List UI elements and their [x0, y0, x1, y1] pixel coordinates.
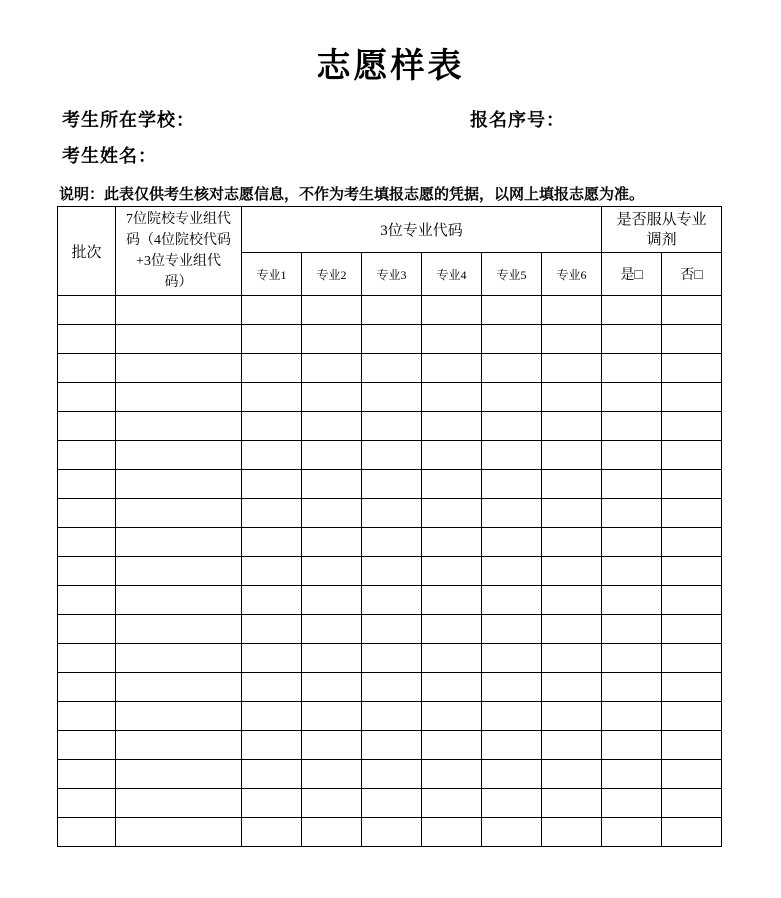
- table-cell: [422, 499, 482, 528]
- table-cell: [602, 644, 662, 673]
- table-cell: [302, 818, 362, 847]
- table-cell: [116, 731, 242, 760]
- table-cell: [302, 296, 362, 325]
- table-cell: [242, 673, 302, 702]
- table-row: [58, 760, 722, 789]
- table-cell: [662, 644, 722, 673]
- table-cell: [662, 528, 722, 557]
- table-cell: [482, 499, 542, 528]
- table-cell: [602, 325, 662, 354]
- table-cell: [422, 470, 482, 499]
- table-cell: [302, 412, 362, 441]
- table-cell: [58, 499, 116, 528]
- table-cell: [362, 528, 422, 557]
- table-cell: [116, 760, 242, 789]
- table-cell: [116, 296, 242, 325]
- table-cell: [662, 499, 722, 528]
- table-cell: [482, 412, 542, 441]
- table-cell: [116, 325, 242, 354]
- table-cell: [422, 586, 482, 615]
- table-cell: [116, 615, 242, 644]
- table-cell: [482, 383, 542, 412]
- table-row: [58, 354, 722, 383]
- table-cell: [542, 325, 602, 354]
- table-row: [58, 644, 722, 673]
- table-cell: [302, 499, 362, 528]
- table-cell: [662, 673, 722, 702]
- header-adjust-no: 否□: [662, 253, 722, 296]
- table-cell: [58, 818, 116, 847]
- table-cell: [58, 412, 116, 441]
- table-cell: [662, 818, 722, 847]
- table-cell: [116, 702, 242, 731]
- table-cell: [662, 296, 722, 325]
- table-row: [58, 441, 722, 470]
- table-cell: [58, 673, 116, 702]
- table-cell: [242, 731, 302, 760]
- table-cell: [362, 615, 422, 644]
- table-row: [58, 673, 722, 702]
- table-cell: [542, 702, 602, 731]
- table-cell: [362, 673, 422, 702]
- table-cell: [302, 470, 362, 499]
- table-cell: [542, 789, 602, 818]
- table-cell: [602, 528, 662, 557]
- table-cell: [542, 412, 602, 441]
- table-cell: [116, 789, 242, 818]
- table-cell: [116, 470, 242, 499]
- table-cell: [422, 325, 482, 354]
- table-cell: [362, 296, 422, 325]
- table-cell: [302, 383, 362, 412]
- header-major-code: 3位专业代码: [242, 207, 602, 253]
- table-cell: [422, 383, 482, 412]
- table-cell: [422, 731, 482, 760]
- table-cell: [662, 789, 722, 818]
- table-cell: [422, 296, 482, 325]
- table-cell: [302, 441, 362, 470]
- table-cell: [662, 615, 722, 644]
- table-cell: [362, 557, 422, 586]
- table-cell: [302, 731, 362, 760]
- table-cell: [362, 325, 422, 354]
- table-cell: [662, 702, 722, 731]
- table-cell: [662, 354, 722, 383]
- table-cell: [662, 586, 722, 615]
- table-cell: [482, 441, 542, 470]
- table-cell: [58, 702, 116, 731]
- table-cell: [242, 528, 302, 557]
- table-cell: [542, 760, 602, 789]
- table-cell: [302, 702, 362, 731]
- table-row: [58, 499, 722, 528]
- table-cell: [58, 615, 116, 644]
- table-cell: [602, 818, 662, 847]
- table-row: [58, 702, 722, 731]
- page-title: 志愿样表: [316, 48, 465, 85]
- header-row-1: [58, 207, 722, 253]
- table-cell: [542, 441, 602, 470]
- table-row: [58, 383, 722, 412]
- table-cell: [116, 441, 242, 470]
- table-cell: [242, 412, 302, 441]
- table-cell: [362, 702, 422, 731]
- table-cell: [116, 644, 242, 673]
- table-cell: [362, 412, 422, 441]
- table-cell: [542, 296, 602, 325]
- registration-number-label: 报名序号：: [470, 110, 565, 130]
- table-cell: [482, 702, 542, 731]
- table-cell: [58, 586, 116, 615]
- table-cell: [116, 354, 242, 383]
- table-cell: [58, 441, 116, 470]
- table-cell: [302, 586, 362, 615]
- table-cell: [242, 296, 302, 325]
- table-cell: [302, 789, 362, 818]
- note-text: 说明：此表仅供考生核对志愿信息，不作为考生填报志愿的凭据，以网上填报志愿为准。: [59, 187, 645, 203]
- table-cell: [58, 296, 116, 325]
- table-cell: [116, 818, 242, 847]
- table-cell: [602, 354, 662, 383]
- table-cell: [662, 557, 722, 586]
- table-row: [58, 615, 722, 644]
- table-cell: [482, 470, 542, 499]
- table-row: [58, 789, 722, 818]
- table-cell: [58, 354, 116, 383]
- header-adjust-yes: 是□: [602, 253, 662, 296]
- table-cell: [482, 644, 542, 673]
- table-cell: [482, 354, 542, 383]
- header-major-2: 专业2: [302, 253, 362, 296]
- table-cell: [542, 644, 602, 673]
- table-row: [58, 470, 722, 499]
- table-cell: [362, 789, 422, 818]
- table-cell: [542, 586, 602, 615]
- table-cell: [58, 789, 116, 818]
- table-cell: [242, 644, 302, 673]
- table-cell: [422, 557, 482, 586]
- table-cell: [482, 818, 542, 847]
- table-cell: [662, 731, 722, 760]
- table-cell: [242, 470, 302, 499]
- table-cell: [482, 615, 542, 644]
- table-cell: [242, 789, 302, 818]
- table-cell: [302, 760, 362, 789]
- school-label: 考生所在学校：: [62, 110, 195, 130]
- table-cell: [302, 325, 362, 354]
- table-row: [58, 528, 722, 557]
- table-cell: [362, 818, 422, 847]
- table-cell: [422, 528, 482, 557]
- table-cell: [362, 760, 422, 789]
- table-row: [58, 818, 722, 847]
- table-cell: [542, 557, 602, 586]
- table-cell: [422, 412, 482, 441]
- table-cell: [302, 557, 362, 586]
- table-cell: [602, 673, 662, 702]
- table-cell: [302, 673, 362, 702]
- table-cell: [362, 354, 422, 383]
- volunteer-table: [57, 206, 722, 847]
- table-cell: [662, 760, 722, 789]
- table-cell: [242, 499, 302, 528]
- table-cell: [116, 499, 242, 528]
- table-cell: [116, 412, 242, 441]
- table-cell: [58, 644, 116, 673]
- table-cell: [58, 528, 116, 557]
- table-cell: [422, 818, 482, 847]
- table-cell: [362, 586, 422, 615]
- table-cell: [602, 615, 662, 644]
- table-cell: [58, 470, 116, 499]
- table-body: [58, 296, 722, 847]
- table-cell: [542, 528, 602, 557]
- table-cell: [422, 354, 482, 383]
- table-cell: [662, 383, 722, 412]
- candidate-name-label: 考生姓名：: [62, 146, 157, 166]
- table-cell: [242, 818, 302, 847]
- table-cell: [662, 325, 722, 354]
- table-cell: [242, 557, 302, 586]
- table-cell: [542, 354, 602, 383]
- table-cell: [602, 586, 662, 615]
- table-cell: [362, 383, 422, 412]
- table-cell: [58, 731, 116, 760]
- table-cell: [482, 325, 542, 354]
- table-cell: [242, 383, 302, 412]
- table-cell: [422, 615, 482, 644]
- table-cell: [116, 557, 242, 586]
- table-cell: [302, 354, 362, 383]
- table-cell: [242, 702, 302, 731]
- table-cell: [602, 760, 662, 789]
- table-row: [58, 557, 722, 586]
- table-cell: [482, 557, 542, 586]
- header-major-4: 专业4: [422, 253, 482, 296]
- table-cell: [602, 731, 662, 760]
- table-cell: [602, 296, 662, 325]
- table-cell: [422, 702, 482, 731]
- table-cell: [422, 789, 482, 818]
- table-cell: [542, 383, 602, 412]
- table-cell: [602, 441, 662, 470]
- table-cell: [482, 673, 542, 702]
- table-cell: [662, 412, 722, 441]
- table-cell: [542, 673, 602, 702]
- table-cell: [542, 499, 602, 528]
- table-cell: [302, 615, 362, 644]
- table-row: [58, 731, 722, 760]
- table-cell: [116, 673, 242, 702]
- table-cell: [482, 789, 542, 818]
- table-cell: [602, 499, 662, 528]
- table-cell: [422, 760, 482, 789]
- table-cell: [302, 528, 362, 557]
- table-cell: [602, 557, 662, 586]
- table-cell: [422, 441, 482, 470]
- table-cell: [362, 644, 422, 673]
- table-cell: [242, 760, 302, 789]
- table-row: [58, 586, 722, 615]
- table-cell: [58, 557, 116, 586]
- table-cell: [542, 731, 602, 760]
- table-row: [58, 325, 722, 354]
- table-cell: [602, 789, 662, 818]
- header-major-6: 专业6: [542, 253, 602, 296]
- table-cell: [362, 499, 422, 528]
- table-cell: [116, 586, 242, 615]
- table-cell: [242, 441, 302, 470]
- table-cell: [482, 296, 542, 325]
- table-cell: [58, 325, 116, 354]
- table-header: [58, 207, 722, 296]
- header-adjustment: 是否服从专业调剂: [602, 207, 722, 253]
- table-cell: [542, 615, 602, 644]
- table-cell: [242, 354, 302, 383]
- table-cell: [116, 528, 242, 557]
- header-group-code: 7位院校专业组代码（4位院校代码+3位专业组代码）: [116, 207, 242, 296]
- table-cell: [482, 586, 542, 615]
- table-cell: [602, 412, 662, 441]
- table-cell: [362, 731, 422, 760]
- table-cell: [302, 644, 362, 673]
- table-cell: [482, 528, 542, 557]
- table-cell: [242, 325, 302, 354]
- table-cell: [422, 673, 482, 702]
- table-cell: [542, 470, 602, 499]
- header-major-5: 专业5: [482, 253, 542, 296]
- table-cell: [602, 470, 662, 499]
- table-cell: [362, 470, 422, 499]
- table-row: [58, 296, 722, 325]
- table-cell: [662, 441, 722, 470]
- table-cell: [542, 818, 602, 847]
- header-batch: 批次: [58, 207, 116, 296]
- table-cell: [242, 586, 302, 615]
- table-cell: [482, 731, 542, 760]
- header-major-3: 专业3: [362, 253, 422, 296]
- table-cell: [482, 760, 542, 789]
- table-cell: [116, 383, 242, 412]
- table-cell: [362, 441, 422, 470]
- table-cell: [602, 702, 662, 731]
- table-cell: [58, 760, 116, 789]
- header-major-1: 专业1: [242, 253, 302, 296]
- table-cell: [662, 470, 722, 499]
- table-row: [58, 412, 722, 441]
- table-cell: [242, 615, 302, 644]
- table-cell: [422, 644, 482, 673]
- table-cell: [602, 383, 662, 412]
- table-cell: [58, 383, 116, 412]
